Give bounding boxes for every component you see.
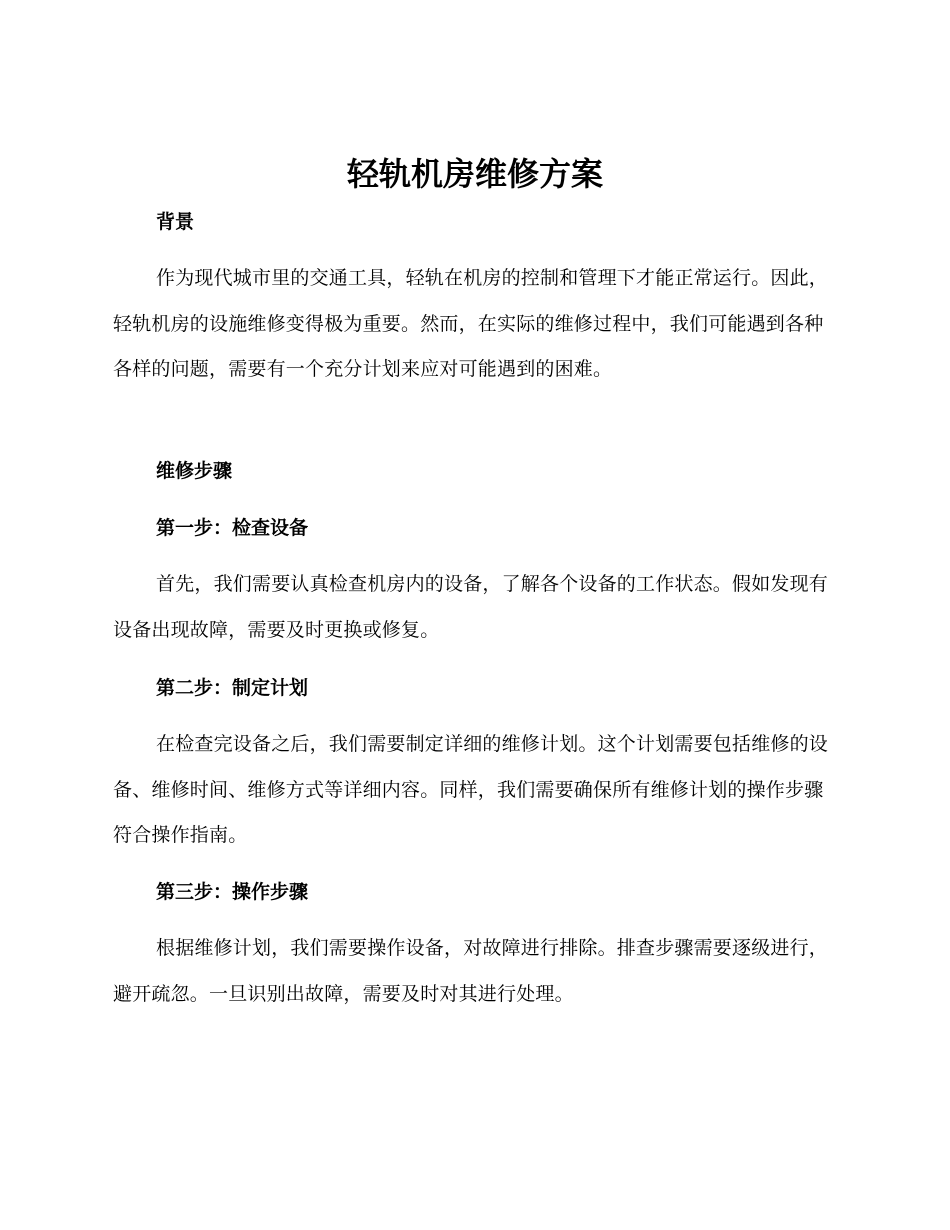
step1-paragraph: 首先，我们需要认真检查机房内的设备，了解各个设备的工作状态。假如发现有设备出现故障，需要及时更换或修复。	[113, 573, 829, 641]
step3-paragraph: 根据维修计划，我们需要操作设备，对故障进行排除。排查步骤需要逐级进行，避开疏忽。一旦识别出故障，需要及时对其进行处理。	[113, 937, 829, 1005]
step3-heading: 第三步：操作步骤	[156, 881, 309, 903]
background-heading: 背景	[156, 211, 195, 233]
document-title: 轻轨机房维修方案	[346, 155, 603, 193]
step2-paragraph: 在检查完设备之后，我们需要制定详细的维修计划。这个计划需要包括维修的设备、维修时间、维修方式等详细内容。同样，我们需要确保所有维修计划的操作步骤符合操作指南。	[113, 733, 829, 846]
background-paragraph: 作为现代城市里的交通工具，轻轨在机房的控制和管理下才能正常运行。因此，轻轨机房的设施维修变得极为重要。然而，在实际的维修过程中，我们可能遇到各种各样的问题，需要有一个充分计划来应对可能遇到的困难。	[113, 267, 829, 380]
step2-heading: 第二步：制定计划	[156, 677, 309, 699]
step1-heading: 第一步：检查设备	[156, 517, 309, 539]
steps-heading: 维修步骤	[156, 460, 233, 482]
